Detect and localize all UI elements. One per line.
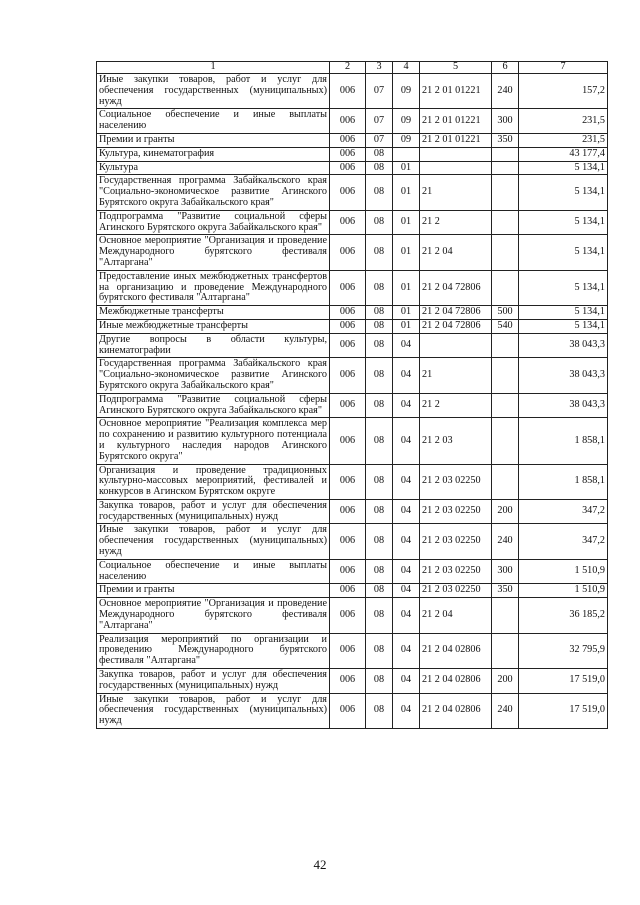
target-article-cell: 21 2 04 bbox=[420, 235, 492, 270]
subsection-cell: 04 bbox=[393, 358, 420, 393]
ministry-code-cell: 006 bbox=[330, 358, 366, 393]
table-row bbox=[97, 524, 608, 559]
column-header: 2 bbox=[330, 62, 366, 74]
subsection-cell: 01 bbox=[393, 210, 420, 235]
amount-cell: 5 134,1 bbox=[519, 319, 608, 333]
row-name-cell: Другие вопросы в области культуры, кинематографии bbox=[97, 333, 330, 358]
amount-cell: 1 510,9 bbox=[519, 559, 608, 584]
subsection-cell: 04 bbox=[393, 418, 420, 464]
ministry-code-cell: 006 bbox=[330, 418, 366, 464]
row-name-cell: Культура bbox=[97, 161, 330, 175]
table-row bbox=[97, 210, 608, 235]
row-name-cell: Культура, кинематография bbox=[97, 147, 330, 161]
subsection-cell: 01 bbox=[393, 306, 420, 320]
target-article-cell: 21 bbox=[420, 358, 492, 393]
ministry-code-cell: 006 bbox=[330, 147, 366, 161]
table-row bbox=[97, 109, 608, 134]
ministry-code-cell: 006 bbox=[330, 693, 366, 728]
section-cell: 08 bbox=[366, 464, 393, 499]
expense-type-cell bbox=[492, 393, 519, 418]
subsection-cell: 04 bbox=[393, 584, 420, 598]
row-name-cell: Подпрограмма "Развитие социальной сферы Агинского Бурятского округа Забайкальского края" bbox=[97, 210, 330, 235]
expense-type-cell: 240 bbox=[492, 693, 519, 728]
ministry-code-cell: 006 bbox=[330, 161, 366, 175]
amount-cell: 43 177,4 bbox=[519, 147, 608, 161]
subsection-cell: 04 bbox=[393, 633, 420, 668]
row-name-cell: Иные межбюджетные трансферты bbox=[97, 319, 330, 333]
expense-type-cell: 350 bbox=[492, 584, 519, 598]
section-cell: 08 bbox=[366, 175, 393, 210]
row-name-cell: Премии и гранты bbox=[97, 584, 330, 598]
subsection-cell: 09 bbox=[393, 133, 420, 147]
section-cell: 08 bbox=[366, 418, 393, 464]
expense-type-cell bbox=[492, 418, 519, 464]
row-name-cell: Закупка товаров, работ и услуг для обеспечения государственных (муниципальных) нужд bbox=[97, 499, 330, 524]
amount-cell: 38 043,3 bbox=[519, 393, 608, 418]
subsection-cell: 04 bbox=[393, 499, 420, 524]
amount-cell: 347,2 bbox=[519, 524, 608, 559]
table-row bbox=[97, 633, 608, 668]
amount-cell: 17 519,0 bbox=[519, 669, 608, 694]
table-row bbox=[97, 333, 608, 358]
target-article-cell: 21 2 04 72806 bbox=[420, 306, 492, 320]
target-article-cell bbox=[420, 147, 492, 161]
subsection-cell: 01 bbox=[393, 175, 420, 210]
amount-cell: 1 858,1 bbox=[519, 464, 608, 499]
subsection-cell: 09 bbox=[393, 109, 420, 134]
section-cell: 07 bbox=[366, 109, 393, 134]
amount-cell: 231,5 bbox=[519, 109, 608, 134]
amount-cell: 38 043,3 bbox=[519, 358, 608, 393]
target-article-cell: 21 2 03 02250 bbox=[420, 464, 492, 499]
section-cell: 08 bbox=[366, 524, 393, 559]
subsection-cell: 04 bbox=[393, 669, 420, 694]
ministry-code-cell: 006 bbox=[330, 175, 366, 210]
row-name-cell: Иные закупки товаров, работ и услуг для обеспечения государственных (муниципальных) нужд bbox=[97, 693, 330, 728]
section-cell: 08 bbox=[366, 306, 393, 320]
section-cell: 07 bbox=[366, 74, 393, 109]
expense-type-cell bbox=[492, 270, 519, 305]
section-cell: 08 bbox=[366, 559, 393, 584]
column-header: 3 bbox=[366, 62, 393, 74]
expense-type-cell bbox=[492, 464, 519, 499]
subsection-cell: 04 bbox=[393, 524, 420, 559]
target-article-cell: 21 2 bbox=[420, 393, 492, 418]
amount-cell: 32 795,9 bbox=[519, 633, 608, 668]
target-article-cell: 21 2 04 bbox=[420, 598, 492, 633]
expense-type-cell bbox=[492, 175, 519, 210]
ministry-code-cell: 006 bbox=[330, 235, 366, 270]
amount-cell: 1 510,9 bbox=[519, 584, 608, 598]
row-name-cell: Закупка товаров, работ и услуг для обеспечения государственных (муниципальных) нужд bbox=[97, 669, 330, 694]
section-cell: 08 bbox=[366, 161, 393, 175]
section-cell: 08 bbox=[366, 633, 393, 668]
amount-cell: 1 858,1 bbox=[519, 418, 608, 464]
amount-cell: 5 134,1 bbox=[519, 161, 608, 175]
column-header: 5 bbox=[420, 62, 492, 74]
column-header: 1 bbox=[97, 62, 330, 74]
table-row bbox=[97, 584, 608, 598]
row-name-cell: Иные закупки товаров, работ и услуг для обеспечения государственных (муниципальных) нужд bbox=[97, 74, 330, 109]
column-header: 6 bbox=[492, 62, 519, 74]
row-name-cell: Межбюджетные трансферты bbox=[97, 306, 330, 320]
amount-cell: 5 134,1 bbox=[519, 306, 608, 320]
expense-type-cell: 500 bbox=[492, 306, 519, 320]
table-row bbox=[97, 499, 608, 524]
section-cell: 08 bbox=[366, 319, 393, 333]
section-cell: 08 bbox=[366, 393, 393, 418]
target-article-cell bbox=[420, 333, 492, 358]
table-row bbox=[97, 559, 608, 584]
ministry-code-cell: 006 bbox=[330, 598, 366, 633]
table-row bbox=[97, 147, 608, 161]
expense-type-cell: 200 bbox=[492, 669, 519, 694]
target-article-cell: 21 2 01 01221 bbox=[420, 74, 492, 109]
row-name-cell: Социальное обеспечение и иные выплаты населению bbox=[97, 559, 330, 584]
target-article-cell: 21 2 04 02806 bbox=[420, 669, 492, 694]
row-name-cell: Социальное обеспечение и иные выплаты населению bbox=[97, 109, 330, 134]
ministry-code-cell: 006 bbox=[330, 270, 366, 305]
subsection-cell: 04 bbox=[393, 333, 420, 358]
row-name-cell: Государственная программа Забайкальского края "Социально-экономическое развитие Агинского Бурятского округа Забайкальского края" bbox=[97, 358, 330, 393]
subsection-cell: 09 bbox=[393, 74, 420, 109]
ministry-code-cell: 006 bbox=[330, 584, 366, 598]
subsection-cell: 04 bbox=[393, 464, 420, 499]
section-cell: 08 bbox=[366, 598, 393, 633]
table-row bbox=[97, 133, 608, 147]
target-article-cell: 21 2 03 02250 bbox=[420, 584, 492, 598]
expense-type-cell bbox=[492, 633, 519, 668]
target-article-cell: 21 2 03 02250 bbox=[420, 524, 492, 559]
table-row bbox=[97, 161, 608, 175]
table-body bbox=[97, 74, 608, 729]
amount-cell: 38 043,3 bbox=[519, 333, 608, 358]
ministry-code-cell: 006 bbox=[330, 74, 366, 109]
target-article-cell: 21 2 04 02806 bbox=[420, 633, 492, 668]
column-header: 4 bbox=[393, 62, 420, 74]
row-name-cell: Государственная программа Забайкальского края "Социально-экономическое развитие Агинского Бурятского округа Забайкальского края" bbox=[97, 175, 330, 210]
expense-type-cell bbox=[492, 358, 519, 393]
ministry-code-cell: 006 bbox=[330, 464, 366, 499]
subsection-cell: 01 bbox=[393, 270, 420, 305]
row-name-cell: Основное мероприятие "Организация и проведение Международного бурятского фестиваля "Алтаргана" bbox=[97, 598, 330, 633]
expense-type-cell: 200 bbox=[492, 499, 519, 524]
ministry-code-cell: 006 bbox=[330, 669, 366, 694]
table-row bbox=[97, 464, 608, 499]
section-cell: 08 bbox=[366, 147, 393, 161]
ministry-code-cell: 006 bbox=[330, 210, 366, 235]
section-cell: 08 bbox=[366, 210, 393, 235]
target-article-cell: 21 2 04 72806 bbox=[420, 319, 492, 333]
row-name-cell: Предоставление иных межбюджетных трансфертов на организацию и проведение Международного бурятского фестиваля "Алтаргана" bbox=[97, 270, 330, 305]
row-name-cell: Премии и гранты bbox=[97, 133, 330, 147]
expense-type-cell bbox=[492, 147, 519, 161]
row-name-cell: Основное мероприятие "Организация и проведение Международного бурятского фестиваля "Алтаргана" bbox=[97, 235, 330, 270]
ministry-code-cell: 006 bbox=[330, 109, 366, 134]
amount-cell: 157,2 bbox=[519, 74, 608, 109]
subsection-cell: 04 bbox=[393, 598, 420, 633]
target-article-cell: 21 2 04 02806 bbox=[420, 693, 492, 728]
table-row bbox=[97, 693, 608, 728]
amount-cell: 347,2 bbox=[519, 499, 608, 524]
table-row bbox=[97, 669, 608, 694]
table-row bbox=[97, 235, 608, 270]
expense-type-cell: 300 bbox=[492, 559, 519, 584]
subsection-cell: 01 bbox=[393, 161, 420, 175]
expense-type-cell: 240 bbox=[492, 524, 519, 559]
amount-cell: 5 134,1 bbox=[519, 175, 608, 210]
table-header-row bbox=[97, 62, 608, 74]
budget-table bbox=[96, 61, 608, 729]
table-row bbox=[97, 74, 608, 109]
section-cell: 08 bbox=[366, 358, 393, 393]
row-name-cell: Организация и проведение традиционных культурно-массовых мероприятий, фестивалей и конкурсов в Агинском Бурятском округе bbox=[97, 464, 330, 499]
amount-cell: 17 519,0 bbox=[519, 693, 608, 728]
amount-cell: 5 134,1 bbox=[519, 270, 608, 305]
column-header: 7 bbox=[519, 62, 608, 74]
page-number: 42 bbox=[313, 857, 327, 872]
target-article-cell: 21 2 04 72806 bbox=[420, 270, 492, 305]
subsection-cell: 01 bbox=[393, 319, 420, 333]
expense-type-cell: 350 bbox=[492, 133, 519, 147]
amount-cell: 231,5 bbox=[519, 133, 608, 147]
subsection-cell: 01 bbox=[393, 235, 420, 270]
expense-type-cell: 300 bbox=[492, 109, 519, 134]
table-row bbox=[97, 598, 608, 633]
subsection-cell bbox=[393, 147, 420, 161]
expense-type-cell bbox=[492, 598, 519, 633]
row-name-cell: Реализация мероприятий по организации и проведению Международного бурятского фестиваля "Алтаргана" bbox=[97, 633, 330, 668]
target-article-cell: 21 2 bbox=[420, 210, 492, 235]
amount-cell: 36 185,2 bbox=[519, 598, 608, 633]
section-cell: 08 bbox=[366, 669, 393, 694]
target-article-cell: 21 2 03 bbox=[420, 418, 492, 464]
section-cell: 08 bbox=[366, 693, 393, 728]
ministry-code-cell: 006 bbox=[330, 333, 366, 358]
expense-type-cell bbox=[492, 210, 519, 235]
section-cell: 08 bbox=[366, 235, 393, 270]
section-cell: 08 bbox=[366, 499, 393, 524]
ministry-code-cell: 006 bbox=[330, 633, 366, 668]
table-row bbox=[97, 175, 608, 210]
expense-type-cell: 240 bbox=[492, 74, 519, 109]
subsection-cell: 04 bbox=[393, 393, 420, 418]
section-cell: 07 bbox=[366, 133, 393, 147]
expense-type-cell bbox=[492, 161, 519, 175]
row-name-cell: Основное мероприятие "Реализация комплекса мер по сохранению и развитию культурного потенциала и культурного наследия народов Агинского Бурятского округа" bbox=[97, 418, 330, 464]
section-cell: 08 bbox=[366, 584, 393, 598]
target-article-cell: 21 2 01 01221 bbox=[420, 133, 492, 147]
target-article-cell: 21 2 03 02250 bbox=[420, 559, 492, 584]
table-row bbox=[97, 393, 608, 418]
subsection-cell: 04 bbox=[393, 693, 420, 728]
ministry-code-cell: 006 bbox=[330, 306, 366, 320]
subsection-cell: 04 bbox=[393, 559, 420, 584]
row-name-cell: Иные закупки товаров, работ и услуг для обеспечения государственных (муниципальных) нужд bbox=[97, 524, 330, 559]
target-article-cell bbox=[420, 161, 492, 175]
expense-type-cell bbox=[492, 235, 519, 270]
target-article-cell: 21 2 03 02250 bbox=[420, 499, 492, 524]
ministry-code-cell: 006 bbox=[330, 319, 366, 333]
target-article-cell: 21 2 01 01221 bbox=[420, 109, 492, 134]
ministry-code-cell: 006 bbox=[330, 524, 366, 559]
expense-type-cell: 540 bbox=[492, 319, 519, 333]
row-name-cell: Подпрограмма "Развитие социальной сферы Агинского Бурятского округа Забайкальского края" bbox=[97, 393, 330, 418]
ministry-code-cell: 006 bbox=[330, 499, 366, 524]
ministry-code-cell: 006 bbox=[330, 133, 366, 147]
ministry-code-cell: 006 bbox=[330, 559, 366, 584]
table-row bbox=[97, 270, 608, 305]
expense-type-cell bbox=[492, 333, 519, 358]
amount-cell: 5 134,1 bbox=[519, 235, 608, 270]
table-row bbox=[97, 319, 608, 333]
amount-cell: 5 134,1 bbox=[519, 210, 608, 235]
section-cell: 08 bbox=[366, 270, 393, 305]
section-cell: 08 bbox=[366, 333, 393, 358]
table-row bbox=[97, 418, 608, 464]
target-article-cell: 21 bbox=[420, 175, 492, 210]
ministry-code-cell: 006 bbox=[330, 393, 366, 418]
table-row bbox=[97, 358, 608, 393]
table-row bbox=[97, 306, 608, 320]
